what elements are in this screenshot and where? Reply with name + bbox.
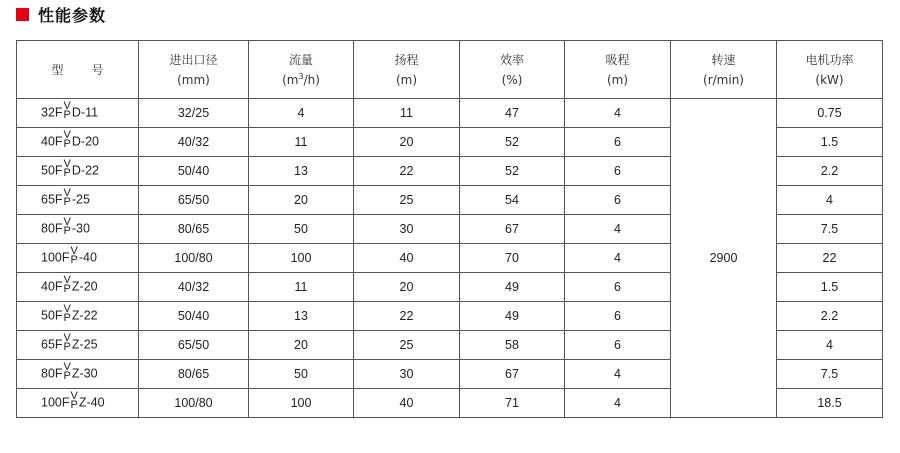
efficiency-cell: 58 — [460, 331, 565, 360]
model-cell — [17, 273, 139, 302]
model-sup: V — [63, 274, 71, 286]
model-suffix: Z-40 — [78, 395, 105, 410]
header-diameter — [139, 41, 249, 99]
model-sup: V — [63, 187, 71, 199]
model-prefix: 100F — [41, 395, 70, 410]
model-sub: P — [63, 167, 71, 179]
model-cell — [17, 360, 139, 389]
diameter-cell: 100/80 — [139, 244, 249, 273]
head-cell: 20 — [354, 273, 460, 302]
model-sup: V — [70, 245, 78, 257]
section-title: 性能参数 — [38, 5, 107, 25]
suction-cell: 4 — [565, 244, 671, 273]
diameter-cell: 50/40 — [139, 157, 249, 186]
suction-cell: 6 — [565, 331, 671, 360]
model-suffix: -40 — [78, 250, 97, 265]
diameter-cell: 65/50 — [139, 186, 249, 215]
model-sub: P — [63, 225, 71, 237]
header-suction — [565, 41, 671, 99]
flow-cell: 11 — [249, 128, 354, 157]
model-vp-stack — [64, 363, 71, 381]
model-vp-stack — [64, 102, 71, 120]
flow-cell: 13 — [249, 157, 354, 186]
model-prefix: 40F — [41, 134, 63, 149]
model-vp-stack — [71, 392, 78, 410]
model-sub: P — [63, 196, 71, 208]
model-vp-stack — [64, 334, 71, 352]
model-sub: P — [63, 138, 71, 150]
model-vp-stack — [64, 276, 71, 294]
model-sup: V — [63, 303, 71, 315]
model-suffix: Z-22 — [71, 308, 98, 323]
model-sub: P — [63, 312, 71, 324]
efficiency-cell: 47 — [460, 99, 565, 128]
model-sup: V — [63, 129, 71, 141]
model-sup: V — [63, 361, 71, 373]
power-cell: 2.2 — [777, 302, 883, 331]
efficiency-cell: 54 — [460, 186, 565, 215]
model-cell — [17, 99, 139, 128]
power-cell: 0.75 — [777, 99, 883, 128]
suction-cell: 6 — [565, 157, 671, 186]
model-sup: V — [63, 158, 71, 170]
power-cell: 7.5 — [777, 360, 883, 389]
model-sub: P — [63, 283, 71, 295]
power-cell: 1.5 — [777, 128, 883, 157]
power-cell: 7.5 — [777, 215, 883, 244]
efficiency-cell: 67 — [460, 215, 565, 244]
head-cell: 22 — [354, 302, 460, 331]
flow-cell: 13 — [249, 302, 354, 331]
model-suffix: D-22 — [71, 163, 99, 178]
model-prefix: 40F — [41, 279, 63, 294]
model-cell — [17, 331, 139, 360]
header-power — [777, 41, 883, 99]
model-cell — [17, 302, 139, 331]
table-row — [17, 99, 883, 128]
suction-cell: 6 — [565, 273, 671, 302]
diameter-cell: 50/40 — [139, 302, 249, 331]
model-prefix: 100F — [41, 250, 70, 265]
head-cell: 30 — [354, 215, 460, 244]
model-prefix: 65F — [41, 192, 63, 207]
efficiency-cell: 49 — [460, 302, 565, 331]
model-vp-stack — [71, 247, 78, 265]
head-cell: 25 — [354, 331, 460, 360]
header-diameter-unit: (mm) — [177, 72, 210, 87]
diameter-cell: 80/65 — [139, 360, 249, 389]
header-power-unit: (kW) — [815, 72, 844, 87]
header-speed-label: 转速 — [711, 52, 736, 67]
model-sub: P — [63, 109, 71, 121]
header-head-unit: (m) — [395, 72, 418, 87]
model-vp-stack — [64, 218, 71, 236]
model-cell — [17, 157, 139, 186]
model-vp-stack — [64, 189, 71, 207]
header-model-char-2: 号 — [91, 62, 104, 77]
model-cell — [17, 215, 139, 244]
header-head-label: 扬程 — [394, 52, 419, 67]
model-sub: P — [63, 341, 71, 353]
diameter-cell: 80/65 — [139, 215, 249, 244]
model-sup: V — [70, 390, 78, 402]
head-cell: 25 — [354, 186, 460, 215]
efficiency-cell: 70 — [460, 244, 565, 273]
flow-cell: 100 — [249, 244, 354, 273]
header-efficiency-label: 效率 — [499, 52, 524, 67]
diameter-cell: 65/50 — [139, 331, 249, 360]
header-speed-unit: (r/min) — [703, 72, 744, 87]
header-diameter-label: 进出口径 — [169, 52, 218, 67]
model-prefix: 50F — [41, 163, 63, 178]
flow-cell: 4 — [249, 99, 354, 128]
flow-cell: 50 — [249, 215, 354, 244]
model-vp-stack — [64, 305, 71, 323]
flow-cell: 11 — [249, 273, 354, 302]
header-head — [354, 41, 460, 99]
efficiency-cell: 52 — [460, 157, 565, 186]
table-body — [17, 99, 883, 418]
head-cell: 40 — [354, 389, 460, 418]
header-suction-label: 吸程 — [605, 52, 630, 67]
performance-table — [16, 40, 883, 418]
power-cell: 22 — [777, 244, 883, 273]
efficiency-cell: 52 — [460, 128, 565, 157]
power-cell: 4 — [777, 186, 883, 215]
header-row — [17, 41, 883, 99]
model-suffix: Z-20 — [71, 279, 98, 294]
diameter-cell: 40/32 — [139, 273, 249, 302]
model-prefix: 50F — [41, 308, 63, 323]
model-prefix: 80F — [41, 221, 63, 236]
flow-cell: 20 — [249, 186, 354, 215]
model-cell — [17, 186, 139, 215]
head-cell: 30 — [354, 360, 460, 389]
diameter-cell: 32/25 — [139, 99, 249, 128]
model-suffix: Z-25 — [71, 337, 98, 352]
flow-cell: 50 — [249, 360, 354, 389]
header-efficiency-unit: (%) — [501, 72, 523, 87]
header-model — [17, 41, 139, 99]
efficiency-cell: 71 — [460, 389, 565, 418]
head-cell: 20 — [354, 128, 460, 157]
header-model-char-1: 型 — [51, 62, 64, 77]
efficiency-cell: 67 — [460, 360, 565, 389]
header-efficiency — [460, 41, 565, 99]
model-sup: V — [63, 216, 71, 228]
flow-cell: 100 — [249, 389, 354, 418]
model-sub: P — [63, 370, 71, 382]
suction-cell: 6 — [565, 302, 671, 331]
suction-cell: 4 — [565, 99, 671, 128]
head-cell: 40 — [354, 244, 460, 273]
speed-cell: 2900 — [671, 99, 777, 418]
model-vp-stack — [64, 131, 71, 149]
power-cell: 18.5 — [777, 389, 883, 418]
flow-cell: 20 — [249, 331, 354, 360]
header-speed — [671, 41, 777, 99]
header-flow-unit: $(m^3/h)$ — [282, 71, 320, 87]
red-square-icon — [16, 8, 29, 21]
model-suffix: D-11 — [71, 105, 99, 120]
head-cell: 11 — [354, 99, 460, 128]
model-cell — [17, 389, 139, 418]
diameter-cell: 40/32 — [139, 128, 249, 157]
suction-cell: 4 — [565, 360, 671, 389]
suction-cell: 6 — [565, 186, 671, 215]
model-sup: V — [63, 332, 71, 344]
section-header — [16, 4, 106, 24]
model-vp-stack — [64, 160, 71, 178]
power-cell: 1.5 — [777, 273, 883, 302]
model-cell — [17, 244, 139, 273]
header-flow — [249, 41, 354, 99]
power-cell: 2.2 — [777, 157, 883, 186]
header-suction-unit: (m) — [606, 72, 629, 87]
power-cell: 4 — [777, 331, 883, 360]
table-header — [17, 41, 883, 99]
model-suffix: -25 — [71, 192, 90, 207]
model-prefix: 65F — [41, 337, 63, 352]
model-sup: V — [63, 100, 71, 112]
header-power-label: 电机功率 — [805, 52, 854, 67]
model-sub: P — [70, 254, 78, 266]
suction-cell: 4 — [565, 389, 671, 418]
model-prefix: 80F — [41, 366, 63, 381]
suction-cell: 4 — [565, 215, 671, 244]
suction-cell: 6 — [565, 128, 671, 157]
head-cell: 22 — [354, 157, 460, 186]
efficiency-cell: 49 — [460, 273, 565, 302]
model-suffix: -30 — [71, 221, 90, 236]
model-suffix: Z-30 — [71, 366, 98, 381]
model-cell — [17, 128, 139, 157]
model-prefix: 32F — [41, 105, 63, 120]
model-sub: P — [70, 399, 78, 411]
header-flow-label: 流量 — [288, 52, 313, 67]
model-suffix: D-20 — [71, 134, 99, 149]
diameter-cell: 100/80 — [139, 389, 249, 418]
